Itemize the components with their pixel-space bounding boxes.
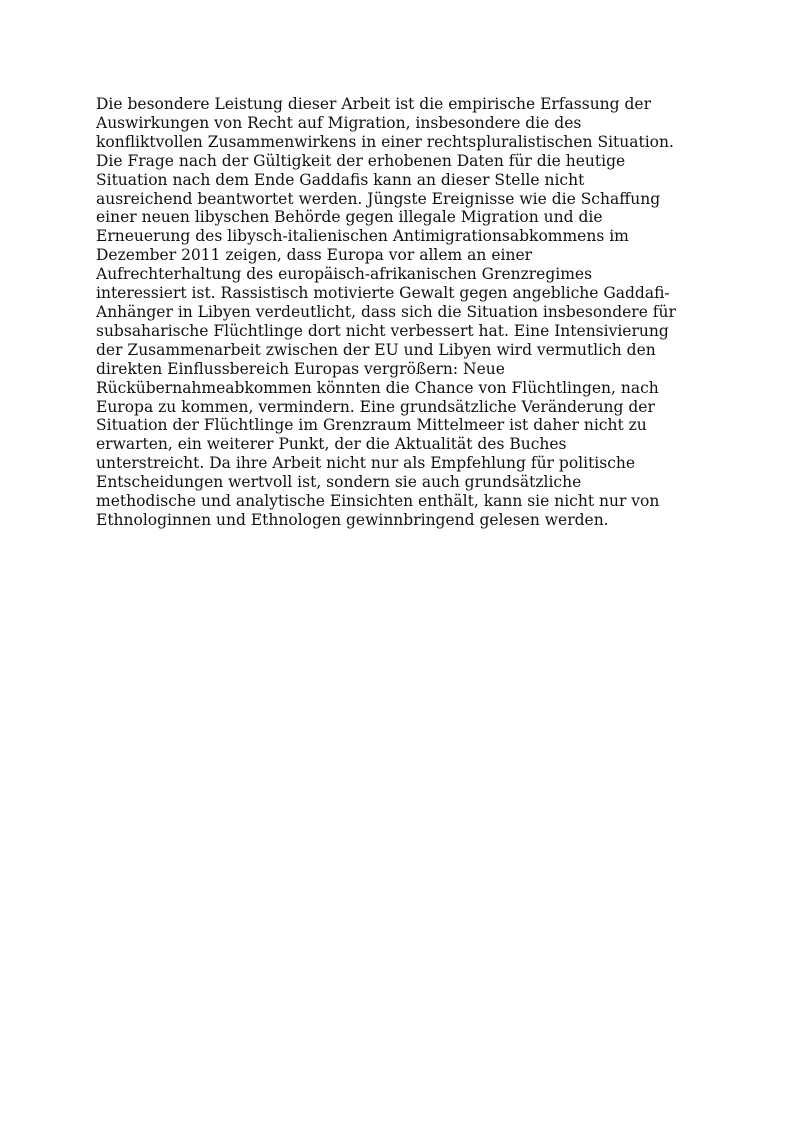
paragraph-line: der Zusammenarbeit zwischen der EU und Libyen wird vermutlich den (96, 340, 656, 359)
paragraph-line: interessiert ist. Rassistisch motivierte Gewalt gegen angebliche Gaddafi- (96, 284, 670, 303)
paragraph-line: unterstreicht. Da ihre Arbeit nicht nur als Empfehlung für politische (96, 454, 636, 473)
paragraph-line: Aufrechterhaltung des europäisch-afrikanischen Grenzregimes (96, 265, 593, 284)
paragraph-line: subsaharische Flüchtlinge dort nicht verbessert hat. Eine Intensivierung (96, 321, 669, 340)
paragraph-line: konfliktvollen Zusammenwirkens in einer rechtspluralistischen Situation. (96, 132, 674, 151)
paragraph-line: erwarten, ein weiterer Punkt, der die Aktualität des Buches (96, 435, 567, 454)
paragraph-line: Situation der Flüchtlinge im Grenzraum Mittelmeer ist daher nicht zu (96, 416, 647, 435)
paragraph-line: Ethnologinnen und Ethnologen gewinnbringend gelesen werden. (96, 510, 609, 529)
paragraph-line: Die Frage nach der Gültigkeit der erhobenen Daten für die heutige (96, 151, 626, 170)
paragraph-line: einer neuen libyschen Behörde gegen illegale Migration und die (96, 208, 603, 227)
paragraph-line: Anhänger in Libyen verdeutlicht, dass sich die Situation insbesondere für (96, 302, 676, 321)
paragraph-line: methodische und analytische Einsichten enthält, kann sie nicht nur von (96, 492, 660, 511)
paragraph-line: Situation nach dem Ende Gaddafis kann an dieser Stelle nicht (96, 170, 585, 189)
paragraph-line: Die besondere Leistung dieser Arbeit ist die empirische Erfassung der (96, 95, 652, 113)
paragraph-line: Rückübernahmeabkommen könnten die Chance von Flüchtlingen, nach (96, 378, 659, 397)
paragraph-line: direkten Einflussbereich Europas vergrößern: Neue (96, 359, 505, 378)
paragraph-line: Entscheidungen wertvoll ist, sondern sie auch grundsätzliche (96, 473, 582, 492)
paragraph-line: Europa zu kommen, vermindern. Eine grundsätzliche Veränderung der (96, 397, 655, 416)
paragraph-line: Auswirkungen von Recht auf Migration, insbesondere die des (96, 113, 582, 132)
body-paragraph (96, 95, 716, 530)
paragraph-line: Erneuerung des libysch-italienischen Antimigrationsabkommens im (96, 227, 629, 246)
paragraph-line: Dezember 2011 zeigen, dass Europa vor allem an einer (96, 246, 533, 265)
paragraph-line: ausreichend beantwortet werden. Jüngste Ereignisse wie die Schaffung (96, 189, 661, 208)
